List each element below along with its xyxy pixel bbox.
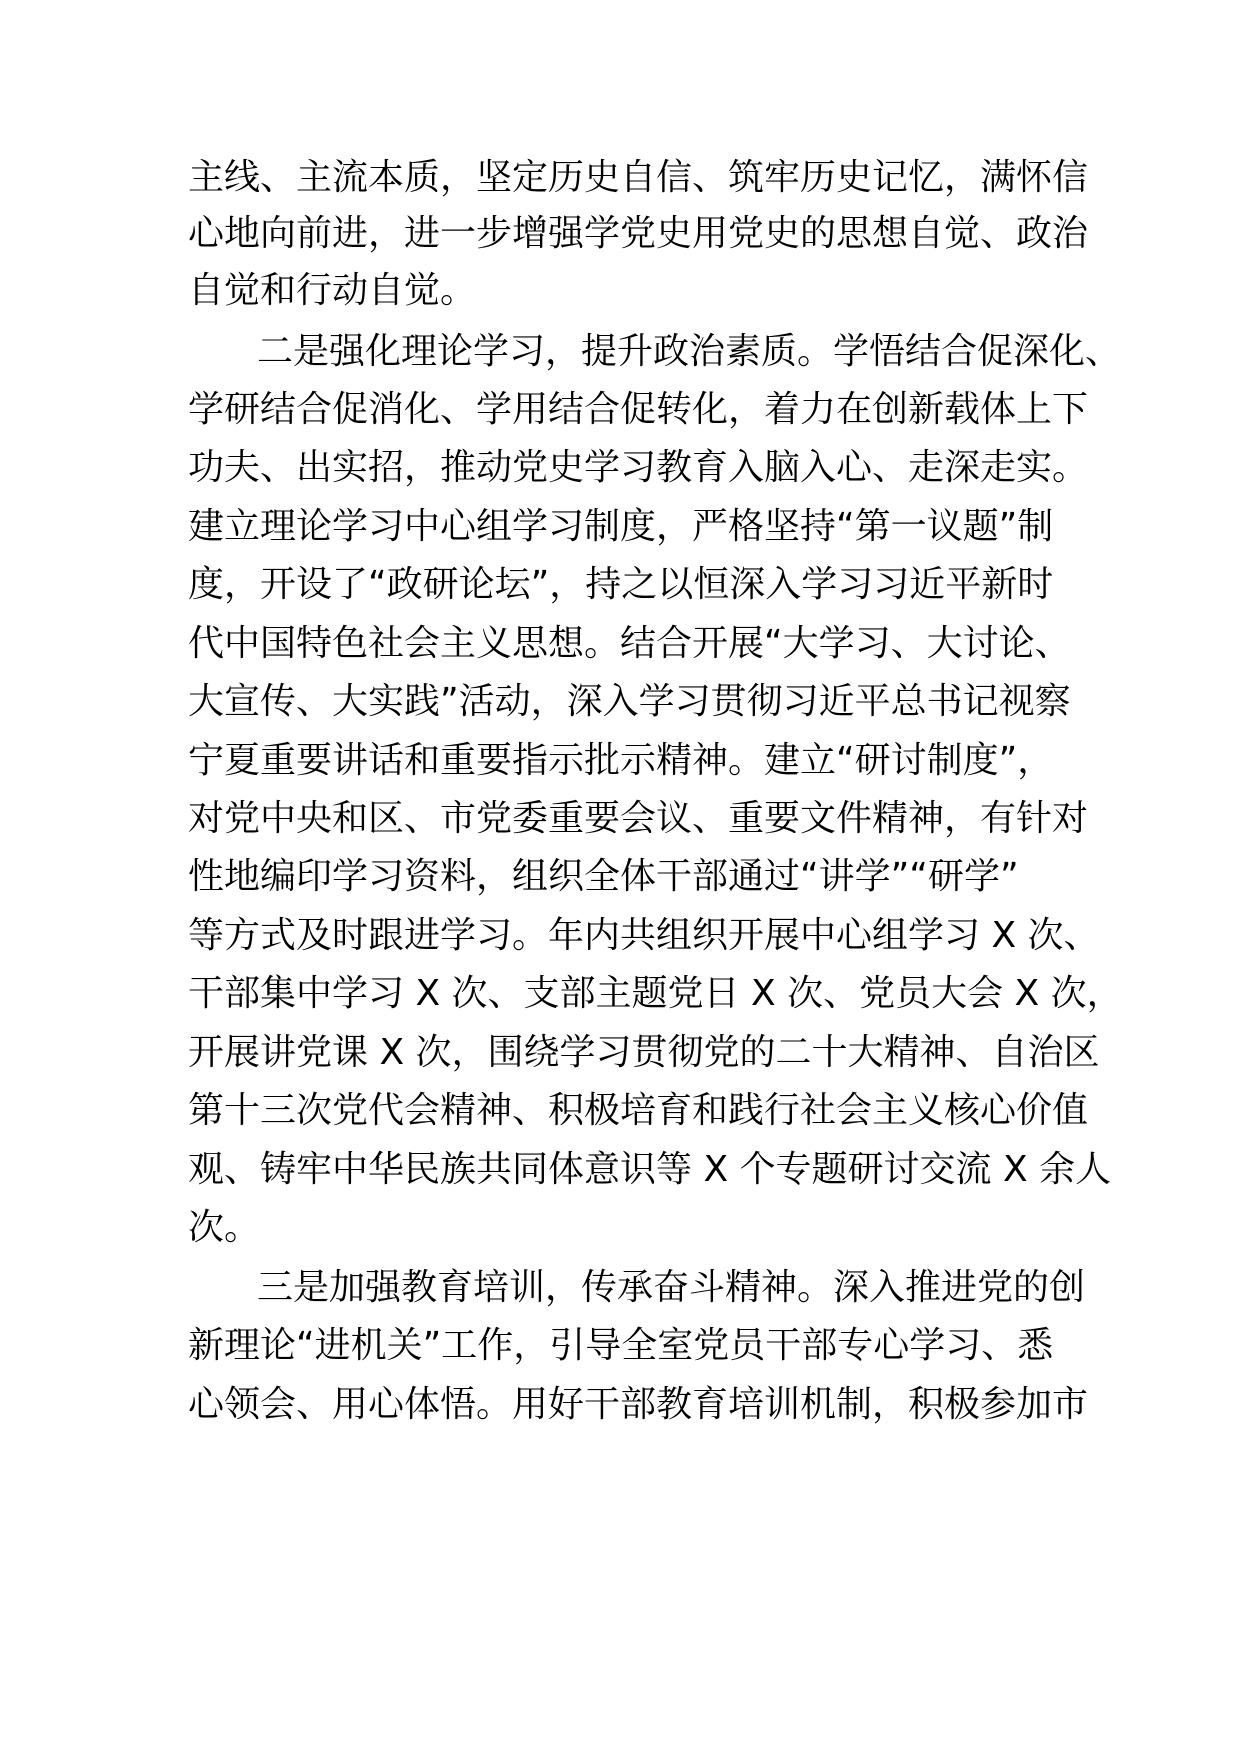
text-line: 自觉和行动自觉。 bbox=[188, 270, 477, 311]
text-line: 心地向前进，进一步增强学党史用党史的思想自觉、政治 bbox=[188, 213, 1089, 254]
text-line: 宁夏重要讲话和重要指示批示精神。建立“研讨制度”， bbox=[188, 740, 1054, 781]
paragraph-first-line: 三是加强教育培训，传承奋斗精神。深入推进党的创 bbox=[257, 1267, 1086, 1308]
text-line: 新理论“进机关”工作，引导全室党员干部专心学习、悉 bbox=[188, 1325, 1054, 1366]
text-line: 主线、主流本质，坚定历史自信、筑牢历史记忆，满怀信 bbox=[188, 157, 1089, 198]
text-line: 次。 bbox=[188, 1207, 261, 1248]
text-line: 功夫、出实招，推动党史学习教育入脑入心、走深走实。 bbox=[188, 447, 1089, 488]
text-line: 开展讲党课 X 次，围绕学习贯彻党的二十大精神、自治区 bbox=[188, 1032, 1100, 1073]
text-line: 大宣传、大实践”活动，深入学习贯彻习近平总书记视察 bbox=[188, 681, 1071, 722]
paragraph-first-line: 二是强化理论学习，提升政治素质。学悟结合促深化、 bbox=[257, 331, 1122, 372]
text-line: 性地编印学习资料，组织全体干部通过“讲学”“研学” bbox=[188, 856, 1019, 897]
text-line: 代中国特色社会主义思想。结合开展“大学习、大讨论、 bbox=[188, 623, 1071, 664]
text-line: 建立理论学习中心组学习制度，严格坚持“第一议题”制 bbox=[188, 506, 1054, 547]
text-line: 对党中央和区、市党委重要会议、重要文件精神，有针对 bbox=[188, 798, 1089, 839]
text-line: 干部集中学习 X 次、支部主题党日 X 次、党员大会 X 次， bbox=[188, 973, 1123, 1014]
text-line: 观、铸牢中华民族共同体意识等 X 个专题研讨交流 X 余人 bbox=[188, 1149, 1112, 1190]
text-line: 心领会、用心体悟。用好干部教育培训机制，积极参加市 bbox=[188, 1384, 1089, 1425]
text-line: 等方式及时跟进学习。年内共组织开展中心组学习 X 次、 bbox=[188, 915, 1100, 956]
text-line: 学研结合促消化、学用结合促转化，着力在创新载体上下 bbox=[188, 389, 1089, 430]
text-line: 第十三次党代会精神、积极培育和践行社会主义核心价值 bbox=[188, 1090, 1089, 1131]
text-line: 度，开设了“政研论坛”，持之以恒深入学习习近平新时 bbox=[188, 564, 1054, 605]
